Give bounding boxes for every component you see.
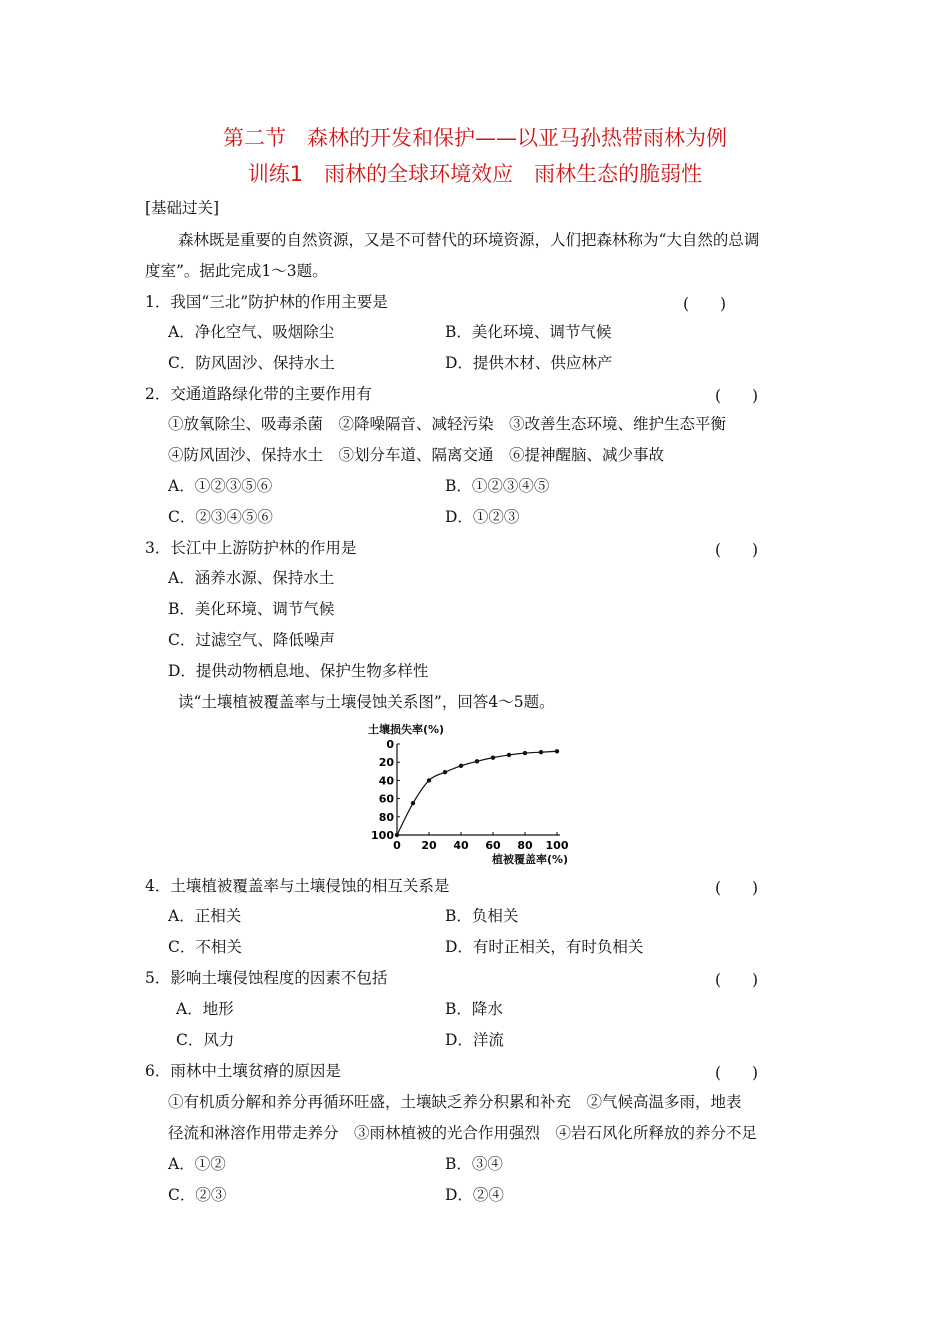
q3-stem: 3．长江中上游防护林的作用是	[145, 539, 357, 557]
q2-items-1: ①放氧除尘、吸毒杀菌 ②降噪隔音、减轻污染 ③改善生态环境、维护生态平衡	[168, 415, 727, 433]
q2-option-d: D．①②③	[445, 508, 520, 526]
q6-option-c: C．②③	[168, 1186, 227, 1204]
intro-text-1: 森林既是重要的自然资源，又是不可替代的环境资源，人们把森林称为“大自然的总调	[178, 231, 760, 249]
y-tick-label: 40	[378, 774, 394, 788]
q5-answer-blank: ( )	[715, 971, 759, 989]
q2-option-c: C．②③④⑤⑥	[168, 508, 273, 526]
data-point	[411, 801, 415, 805]
q4-answer-blank: ( )	[715, 879, 759, 897]
y-tick-label: 20	[378, 756, 394, 770]
y-tick-label: 60	[378, 792, 394, 806]
data-point	[507, 753, 511, 757]
y-tick-label: 80	[378, 810, 394, 824]
q3-option-a: A．涵养水源、保持水土	[168, 569, 335, 587]
q3-option-d: D．提供动物栖息地、保护生物多样性	[168, 662, 429, 680]
y-tick-label: 0	[386, 738, 394, 751]
y-tick-label: 100	[371, 829, 394, 842]
q6-option-b: B．③④	[445, 1155, 503, 1173]
x-tick-label: 80	[517, 839, 533, 852]
soil-erosion-chart	[360, 720, 600, 868]
x-tick-label: 20	[421, 839, 437, 852]
q6-answer-blank: ( )	[715, 1064, 759, 1082]
q4-option-a: A．正相关	[168, 907, 242, 925]
q2-option-b: B．①②③④⑤	[445, 477, 550, 495]
data-point	[443, 770, 447, 774]
q1-option-d: D．提供木材、供应林产	[445, 354, 613, 372]
q2-option-a: A．①②③⑤⑥	[168, 477, 273, 495]
q1-option-c: C．防风固沙、保持水土	[168, 354, 335, 372]
page-subtitle: 训练1 雨林的全球环境效应 雨林生态的脆弱性	[247, 162, 703, 186]
q1-stem: 1．我国“三北”防护林的作用主要是	[145, 293, 388, 311]
q4-option-d: D．有时正相关，有时负相关	[445, 938, 644, 956]
q3-option-c: C．过滤空气、降低噪声	[168, 631, 335, 649]
q2-stem: 2．交通道路绿化带的主要作用有	[145, 385, 372, 403]
x-tick-label: 0	[393, 839, 401, 852]
chart-instruction: 读“土壤植被覆盖率与土壤侵蚀关系图”，回答4～5题。	[178, 693, 555, 711]
q3-answer-blank: ( )	[715, 541, 759, 559]
x-axis-label: 植被覆盖率(%)	[492, 853, 569, 866]
q4-option-b: B．负相关	[445, 907, 519, 925]
q4-option-c: C．不相关	[168, 938, 242, 956]
data-point	[491, 755, 495, 759]
q5-option-c: C．风力	[176, 1031, 235, 1049]
q5-option-b: B．降水	[445, 1000, 503, 1018]
q1-answer-blank: ( )	[683, 295, 727, 313]
data-line	[397, 751, 557, 835]
intro-text-2: 度室”。据此完成1～3题。	[145, 262, 328, 280]
q6-option-d: D．②④	[445, 1186, 504, 1204]
section-label: [基础过关]	[145, 199, 220, 217]
data-point	[523, 751, 527, 755]
q4-stem: 4．土壤植被覆盖率与土壤侵蚀的相互关系是	[145, 877, 450, 895]
q5-option-a: A．地形	[176, 1000, 234, 1018]
x-tick-label: 100	[545, 839, 569, 852]
page-title: 第二节 森林的开发和保护——以亚马孙热带雨林为例	[223, 126, 727, 150]
q3-option-b: B．美化环境、调节气候	[168, 600, 335, 618]
x-tick-label: 40	[453, 839, 469, 852]
q6-option-a: A．①②	[168, 1155, 226, 1173]
q2-items-2: ④防风固沙、保持水土 ⑤划分车道、隔离交通 ⑥提神醒脑、减少事故	[168, 446, 665, 464]
data-point	[555, 749, 559, 753]
q6-items-2: 径流和淋溶作用带走养分 ③雨林植被的光合作用强烈 ④岩石风化所释放的养分不足	[168, 1124, 758, 1142]
data-point	[539, 750, 543, 754]
q1-option-a: A．净化空气、吸烟除尘	[168, 323, 335, 341]
q5-option-d: D．洋流	[445, 1031, 504, 1049]
x-tick-label: 60	[485, 839, 501, 852]
q2-answer-blank: ( )	[715, 387, 759, 405]
data-point	[475, 759, 479, 763]
y-axis-label: 土壤损失率(%)	[368, 723, 445, 736]
q6-stem: 6．雨林中土壤贫瘠的原因是	[145, 1062, 341, 1080]
q1-option-b: B．美化环境、调节气候	[445, 323, 612, 341]
q6-items-1: ①有机质分解和养分再循环旺盛，土壤缺乏养分积累和补充 ②气候高温多雨，地表	[168, 1093, 742, 1111]
data-point	[459, 764, 463, 768]
data-point	[395, 833, 399, 837]
data-point	[427, 778, 431, 782]
q5-stem: 5．影响土壤侵蚀程度的因素不包括	[145, 969, 388, 987]
